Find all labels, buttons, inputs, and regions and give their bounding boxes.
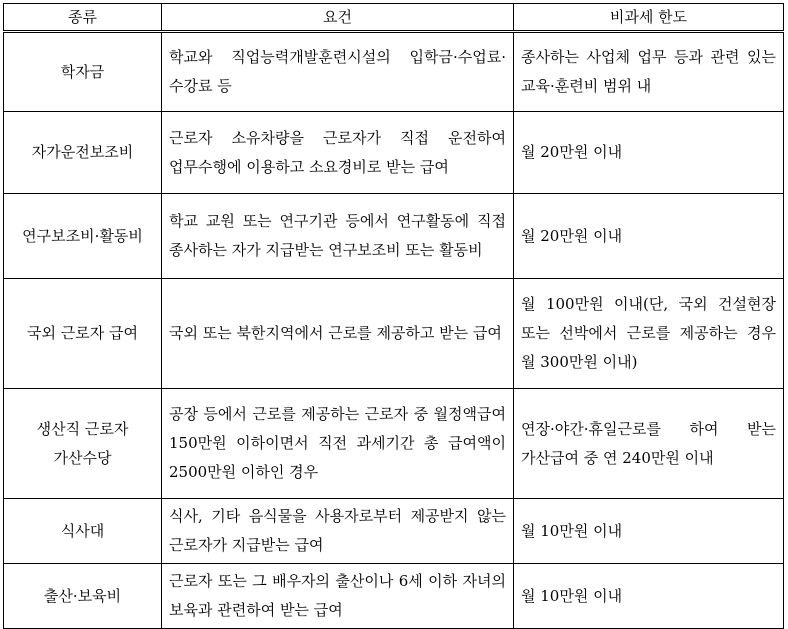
row-kind: 식사대 xyxy=(4,499,162,564)
row-kind: 연구보조비·활동비 xyxy=(4,194,162,279)
row-kind: 생산직 근로자 가산수당 xyxy=(4,389,162,499)
table-header-row xyxy=(4,4,784,32)
table-row xyxy=(4,389,784,499)
table-row xyxy=(4,194,784,279)
row-limit: 월 10만원 이내 xyxy=(514,564,784,629)
table-row xyxy=(4,564,784,629)
row-limit: 종사하는 사업체 업무 등과 관련 있는 교육·훈련비 범위 내 xyxy=(514,32,784,112)
row-requirement: 근로자 또는 그 배우자의 출산이나 6세 이하 자녀의 보육과 관련하여 받는 급여 xyxy=(162,564,514,629)
row-kind: 학자금 xyxy=(4,32,162,112)
row-requirement: 국외 또는 북한지역에서 근로를 제공하고 받는 급여 xyxy=(162,279,514,389)
header-kind: 종류 xyxy=(4,4,162,32)
row-kind: 국외 근로자 급여 xyxy=(4,279,162,389)
row-limit: 월 10만원 이내 xyxy=(514,499,784,564)
row-requirement: 학교 교원 또는 연구기관 등에서 연구활동에 직접 종사하는 자가 지급받는 연구보조비 또는 활동비 xyxy=(162,194,514,279)
row-limit: 월 20만원 이내 xyxy=(514,112,784,194)
row-requirement: 식사, 기타 음식물을 사용자로부터 제공받지 않는 근로자가 지급받는 급여 xyxy=(162,499,514,564)
tax-exemption-table xyxy=(3,3,784,629)
header-requirement: 요건 xyxy=(162,4,514,32)
row-requirement: 학교와 직업능력개발훈련시설의 입학금·수업료·수강료 등 xyxy=(162,32,514,112)
row-requirement: 공장 등에서 근로를 제공하는 근로자 중 월정액급여 150만원 이하이면서 직전 과세기간 총 급여액이 2500만원 이하인 경우 xyxy=(162,389,514,499)
table-row xyxy=(4,499,784,564)
row-kind: 출산·보육비 xyxy=(4,564,162,629)
row-kind: 자가운전보조비 xyxy=(4,112,162,194)
row-limit: 월 100만원 이내(단, 국외 건설현장 또는 선박에서 근로를 제공하는 경우 월 300만원 이내) xyxy=(514,279,784,389)
header-limit: 비과세 한도 xyxy=(514,4,784,32)
table-row xyxy=(4,279,784,389)
row-limit: 월 20만원 이내 xyxy=(514,194,784,279)
row-limit: 연장·야간·휴일근로를 하여 받는 가산급여 중 연 240만원 이내 xyxy=(514,389,784,499)
table-row xyxy=(4,112,784,194)
table-row xyxy=(4,32,784,112)
row-requirement: 근로자 소유차량을 근로자가 직접 운전하여 업무수행에 이용하고 소요경비로 받는 급여 xyxy=(162,112,514,194)
